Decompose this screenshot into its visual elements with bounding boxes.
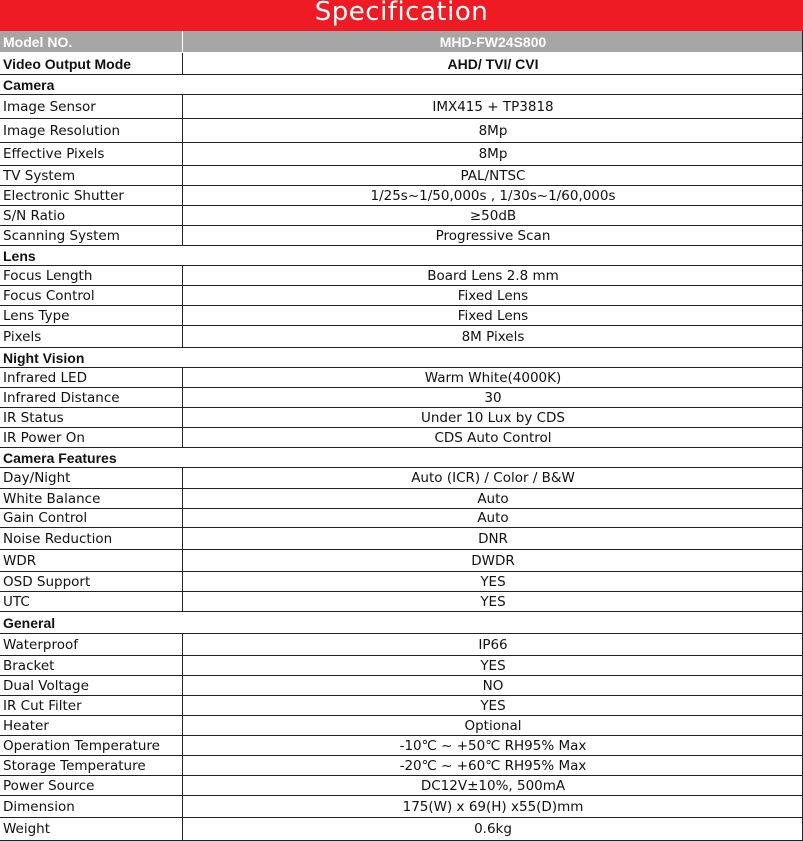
spec-label: UTC	[0, 592, 183, 611]
spec-value: NO	[482, 677, 504, 694]
spec-label: Electronic Shutter	[0, 186, 183, 205]
table-row-effective-pixels	[0, 143, 803, 166]
spec-value: YES	[480, 697, 506, 714]
table-row-ir-status	[0, 408, 803, 428]
table-row-dimension	[0, 796, 803, 818]
table-row-gain-control	[0, 509, 803, 528]
spec-label: Noise Reduction	[0, 528, 183, 549]
spec-label: TV System	[0, 166, 183, 185]
table-row-white-balance	[0, 489, 803, 509]
table-row-waterproof	[0, 634, 803, 656]
spec-label: Image Sensor	[0, 95, 183, 118]
table-row-model-no	[0, 31, 803, 53]
spec-value: Fixed Lens	[457, 287, 529, 304]
section-row-camera-features	[0, 448, 803, 468]
spec-label: Dimension	[0, 796, 183, 817]
spec-value: YES	[480, 657, 506, 674]
spec-label: IR Status	[0, 408, 183, 427]
spec-label: Scanning System	[0, 226, 183, 245]
table-row-osd-support	[0, 572, 803, 592]
section-row-camera	[0, 75, 803, 95]
spec-label: Dual Voltage	[0, 676, 183, 695]
spec-label: Image Resolution	[0, 119, 183, 142]
spec-value: Warm White(4000K)	[424, 369, 562, 386]
spec-value: DWDR	[471, 552, 515, 569]
table-row-dual-voltage	[0, 676, 803, 696]
table-row-wdr	[0, 550, 803, 572]
spec-value: Fixed Lens	[457, 307, 529, 324]
table-row-focus-control	[0, 286, 803, 306]
table-row-lens-type	[0, 306, 803, 326]
spec-value: AHD/ TVI/ CVI	[447, 55, 539, 72]
spec-label: Operation Temperature	[0, 736, 183, 755]
spec-label: Lens Type	[0, 306, 183, 325]
table-row-bracket	[0, 656, 803, 676]
table-row-image-resolution	[0, 119, 803, 143]
spec-label: IR Cut Filter	[0, 696, 183, 715]
table-row-utc	[0, 592, 803, 612]
spec-label: IR Power On	[0, 428, 183, 447]
section-heading: General	[3, 614, 56, 631]
spec-label: Effective Pixels	[0, 143, 183, 165]
table-row-weight	[0, 818, 803, 841]
spec-label: Gain Control	[0, 509, 183, 527]
table-row-ir-cut-filter	[0, 696, 803, 716]
spec-value: 1/25s~1/50,000s , 1/30s~1/60,000s	[370, 187, 616, 204]
table-row-infrared-distance	[0, 388, 803, 408]
spec-label: S/N Ratio	[0, 206, 183, 225]
spec-value: IMX415 + TP3818	[432, 98, 554, 115]
table-row-heater	[0, 716, 803, 736]
spec-value: 30	[484, 389, 502, 406]
section-heading: Lens	[3, 247, 36, 264]
spec-value: DNR	[478, 530, 508, 547]
spec-label: Heater	[0, 716, 183, 735]
spec-value: 8Mp	[478, 146, 508, 162]
table-row-power-source	[0, 776, 803, 796]
spec-value: 8M Pixels	[461, 328, 525, 345]
spec-value: -20℃ ~ +60℃ RH95% Max	[399, 757, 587, 774]
table-row-tv-system	[0, 166, 803, 186]
table-row-electronic-shutter	[0, 186, 803, 206]
section-row-general	[0, 612, 803, 634]
spec-label: Infrared LED	[0, 368, 183, 387]
spec-label: Bracket	[0, 656, 183, 675]
spec-value: YES	[480, 593, 506, 610]
table-row-image-sensor	[0, 95, 803, 119]
spec-value: MHD-FW24S800	[439, 33, 547, 50]
spec-label: Waterproof	[0, 634, 183, 655]
table-row-scanning-system	[0, 226, 803, 246]
spec-label: Day/Night	[0, 468, 183, 488]
spec-value: -10℃ ~ +50℃ RH95% Max	[399, 737, 587, 754]
table-row-noise-reduction	[0, 528, 803, 550]
spec-value: Auto (ICR) / Color / B&W	[411, 470, 575, 486]
section-row-night-vision	[0, 348, 803, 368]
table-row-video-output-mode	[0, 53, 803, 75]
spec-label: Focus Length	[0, 266, 183, 285]
table-row-ir-power-on	[0, 428, 803, 448]
spec-label: OSD Support	[0, 572, 183, 591]
spec-value: PAL/NTSC	[460, 167, 526, 184]
spec-value: Progressive Scan	[435, 227, 551, 244]
spec-value: IP66	[478, 636, 508, 653]
spec-label: Pixels	[0, 326, 183, 347]
spec-label: Infrared Distance	[0, 388, 183, 407]
spec-label: Power Source	[0, 776, 183, 795]
spec-value: 8Mp	[478, 122, 508, 139]
spec-value: CDS Auto Control	[434, 429, 552, 446]
spec-label: Weight	[0, 818, 183, 840]
table-row-pixels	[0, 326, 803, 348]
section-heading: Camera Features	[3, 449, 117, 466]
spec-value: 0.6kg	[474, 821, 512, 837]
spec-value: Board Lens 2.8 mm	[427, 267, 559, 284]
spec-label: Video Output Mode	[0, 53, 183, 74]
section-row-lens	[0, 246, 803, 266]
table-row-focus-length	[0, 266, 803, 286]
section-heading: Camera	[3, 76, 55, 93]
spec-label: Focus Control	[0, 286, 183, 305]
spec-label: Storage Temperature	[0, 756, 183, 775]
section-heading: Night Vision	[3, 349, 85, 366]
spec-label: Model NO.	[0, 31, 183, 52]
spec-value: 175(W) x 69(H) x55(D)mm	[402, 798, 584, 815]
spec-value: Under 10 Lux by CDS	[421, 409, 565, 426]
spec-label: WDR	[0, 550, 183, 571]
page-title: Specification	[0, 0, 803, 31]
spec-value: YES	[480, 573, 506, 590]
table-row-operation-temperature	[0, 736, 803, 756]
spec-value: Auto	[477, 510, 509, 526]
table-row-s-n-ratio	[0, 206, 803, 226]
spec-label: White Balance	[0, 489, 183, 508]
spec-value: Optional	[464, 717, 522, 734]
table-row-infrared-led	[0, 368, 803, 388]
table-row-day-night	[0, 468, 803, 489]
table-row-storage-temperature	[0, 756, 803, 776]
spec-value: Auto	[477, 490, 509, 507]
spec-value: DC12V±10%, 500mA	[420, 777, 566, 794]
spec-value: ≥50dB	[469, 207, 517, 224]
